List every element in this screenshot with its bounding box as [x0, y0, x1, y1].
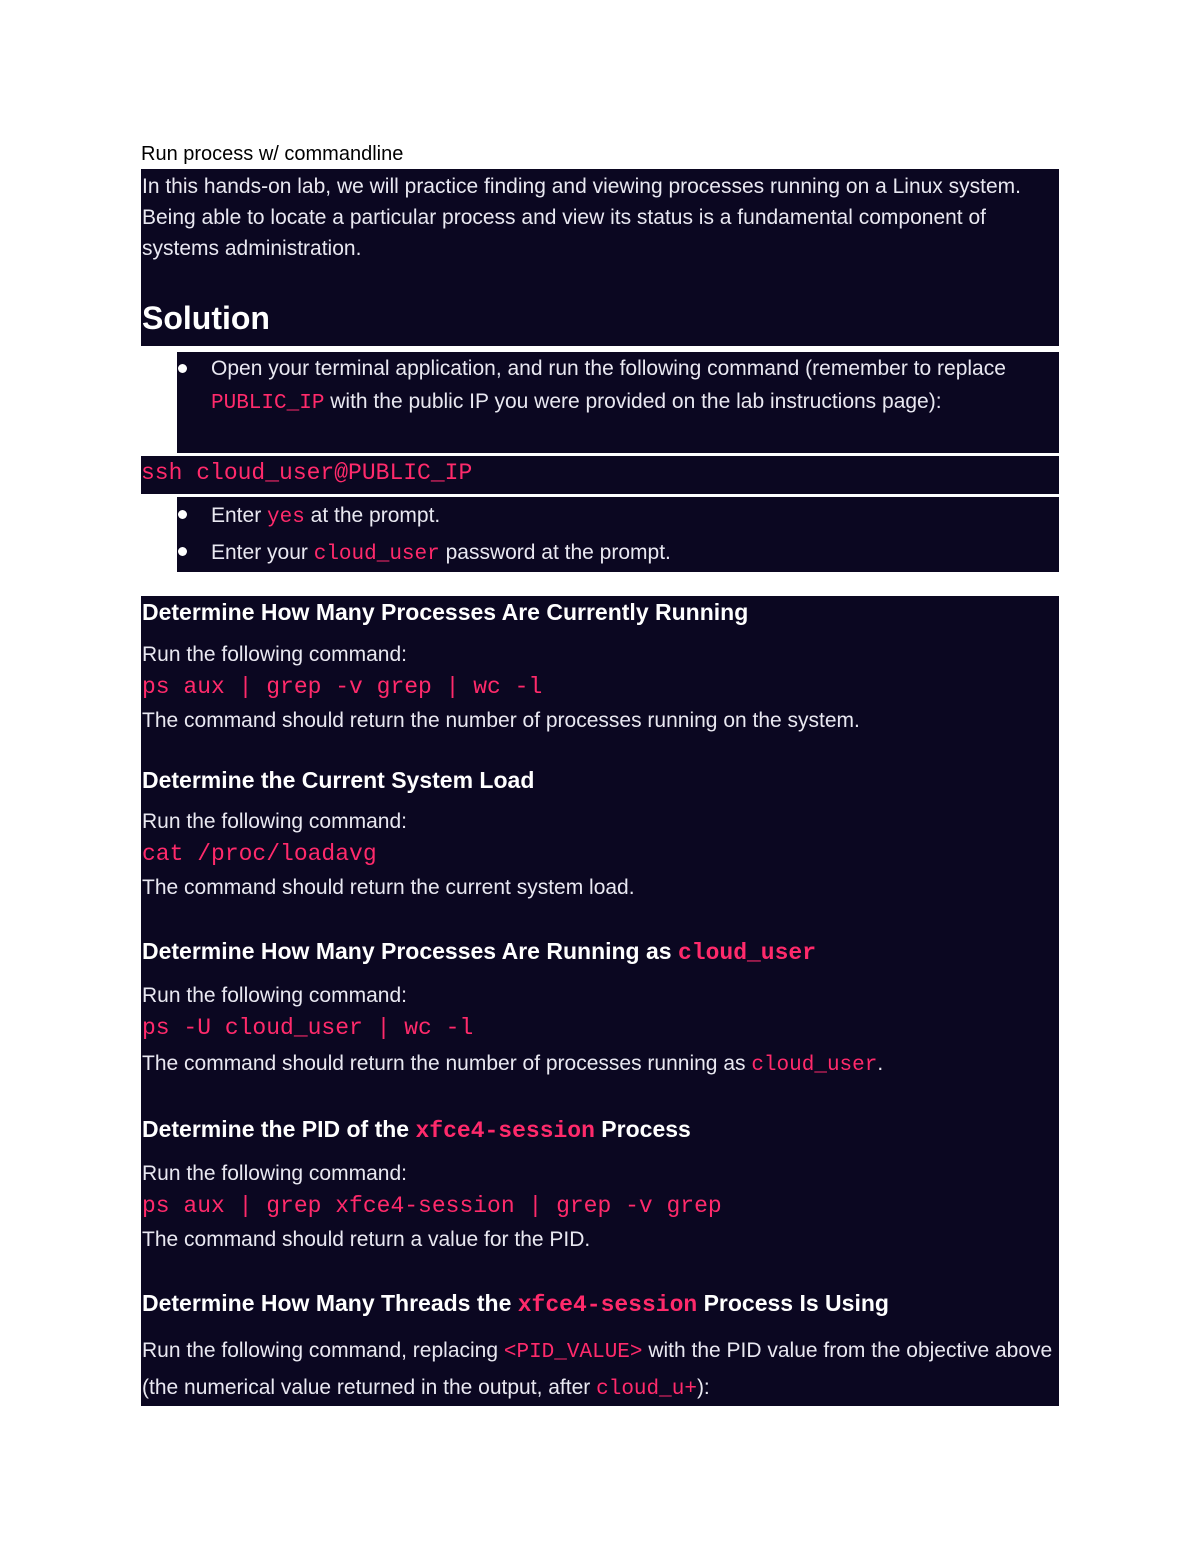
task-section [142, 597, 1059, 737]
ssh-command-block [141, 456, 1059, 494]
instruction-text: Run the following command: [142, 984, 407, 1007]
inline-code: cloud_user [313, 543, 440, 566]
task-section [142, 936, 1059, 1082]
result-text: The command should return the number of processes running as cloud_user. [142, 1052, 884, 1077]
bullet-icon [178, 364, 187, 373]
bullet-icon [178, 547, 187, 556]
inline-code: <PID_VALUE> [503, 1341, 643, 1364]
command-text: cat /proc/loadavg [142, 841, 377, 867]
list-item: Enter your cloud_user password at the prompt. [177, 535, 1059, 572]
instruction-text: Run the following command: [142, 810, 407, 833]
inline-code: cloud_u+ [596, 1378, 697, 1401]
task-section [142, 1114, 1059, 1256]
tasks-block [141, 596, 1059, 1406]
step-list-1 [177, 352, 1059, 453]
command-text: ps aux | grep xfce4-session | grep -v grep [142, 1193, 722, 1219]
intro-paragraph: In this hands-on lab, we will practice finding and viewing processes running on a Linux system. Being able to locate a particular process and view its status is a fundamental component of systems administration. [142, 175, 1021, 260]
section-heading: Determine the Current System Load [142, 767, 535, 793]
task-section [142, 765, 1059, 904]
solution-heading: Solution [142, 300, 270, 336]
command-text: ps -U cloud_user | wc -l [142, 1015, 474, 1041]
document-title: Run process w/ commandline [141, 143, 404, 165]
section-heading: Determine How Many Threads the xfce4-session Process Is Using [142, 1290, 889, 1318]
result-text: The command should return a value for the PID. [142, 1228, 591, 1251]
section-heading: Determine the PID of the xfce4-session Process [142, 1116, 691, 1144]
inline-code: xfce4-session [415, 1118, 595, 1144]
instruction-text: Run the following command, replacing <PID_VALUE> with the PID value from the objective above (the numerical value returned in the output, after cloud_u+): [142, 1339, 1053, 1401]
inline-code: xfce4-session [517, 1292, 698, 1318]
inline-code: PUBLIC_IP [211, 392, 325, 415]
inline-code: cloud_user [677, 940, 817, 966]
section-heading: Determine How Many Processes Are Running as cloud_user [142, 938, 817, 966]
list-item: Open your terminal application, and run the following command (remember to replace PUBLIC_IP with the public IP you were provided on the lab instructions page): [177, 352, 1059, 420]
bullet-icon [178, 510, 187, 519]
step-list-2 [177, 497, 1059, 572]
instruction-text: Run the following command: [142, 1162, 407, 1185]
task-section [142, 1288, 1059, 1407]
ssh-command: ssh cloud_user@PUBLIC_IP [141, 460, 473, 486]
result-text: The command should return the number of processes running on the system. [142, 709, 860, 732]
section-heading: Determine How Many Processes Are Currently Running [142, 599, 749, 625]
instruction-text: Run the following command: [142, 643, 407, 666]
inline-code: cloud_user [751, 1054, 878, 1077]
result-text: The command should return the current system load. [142, 876, 635, 899]
inline-code: yes [267, 506, 305, 529]
intro-block [141, 169, 1059, 346]
list-item: Enter yes at the prompt. [177, 498, 1059, 535]
command-text: ps aux | grep -v grep | wc -l [142, 674, 543, 700]
